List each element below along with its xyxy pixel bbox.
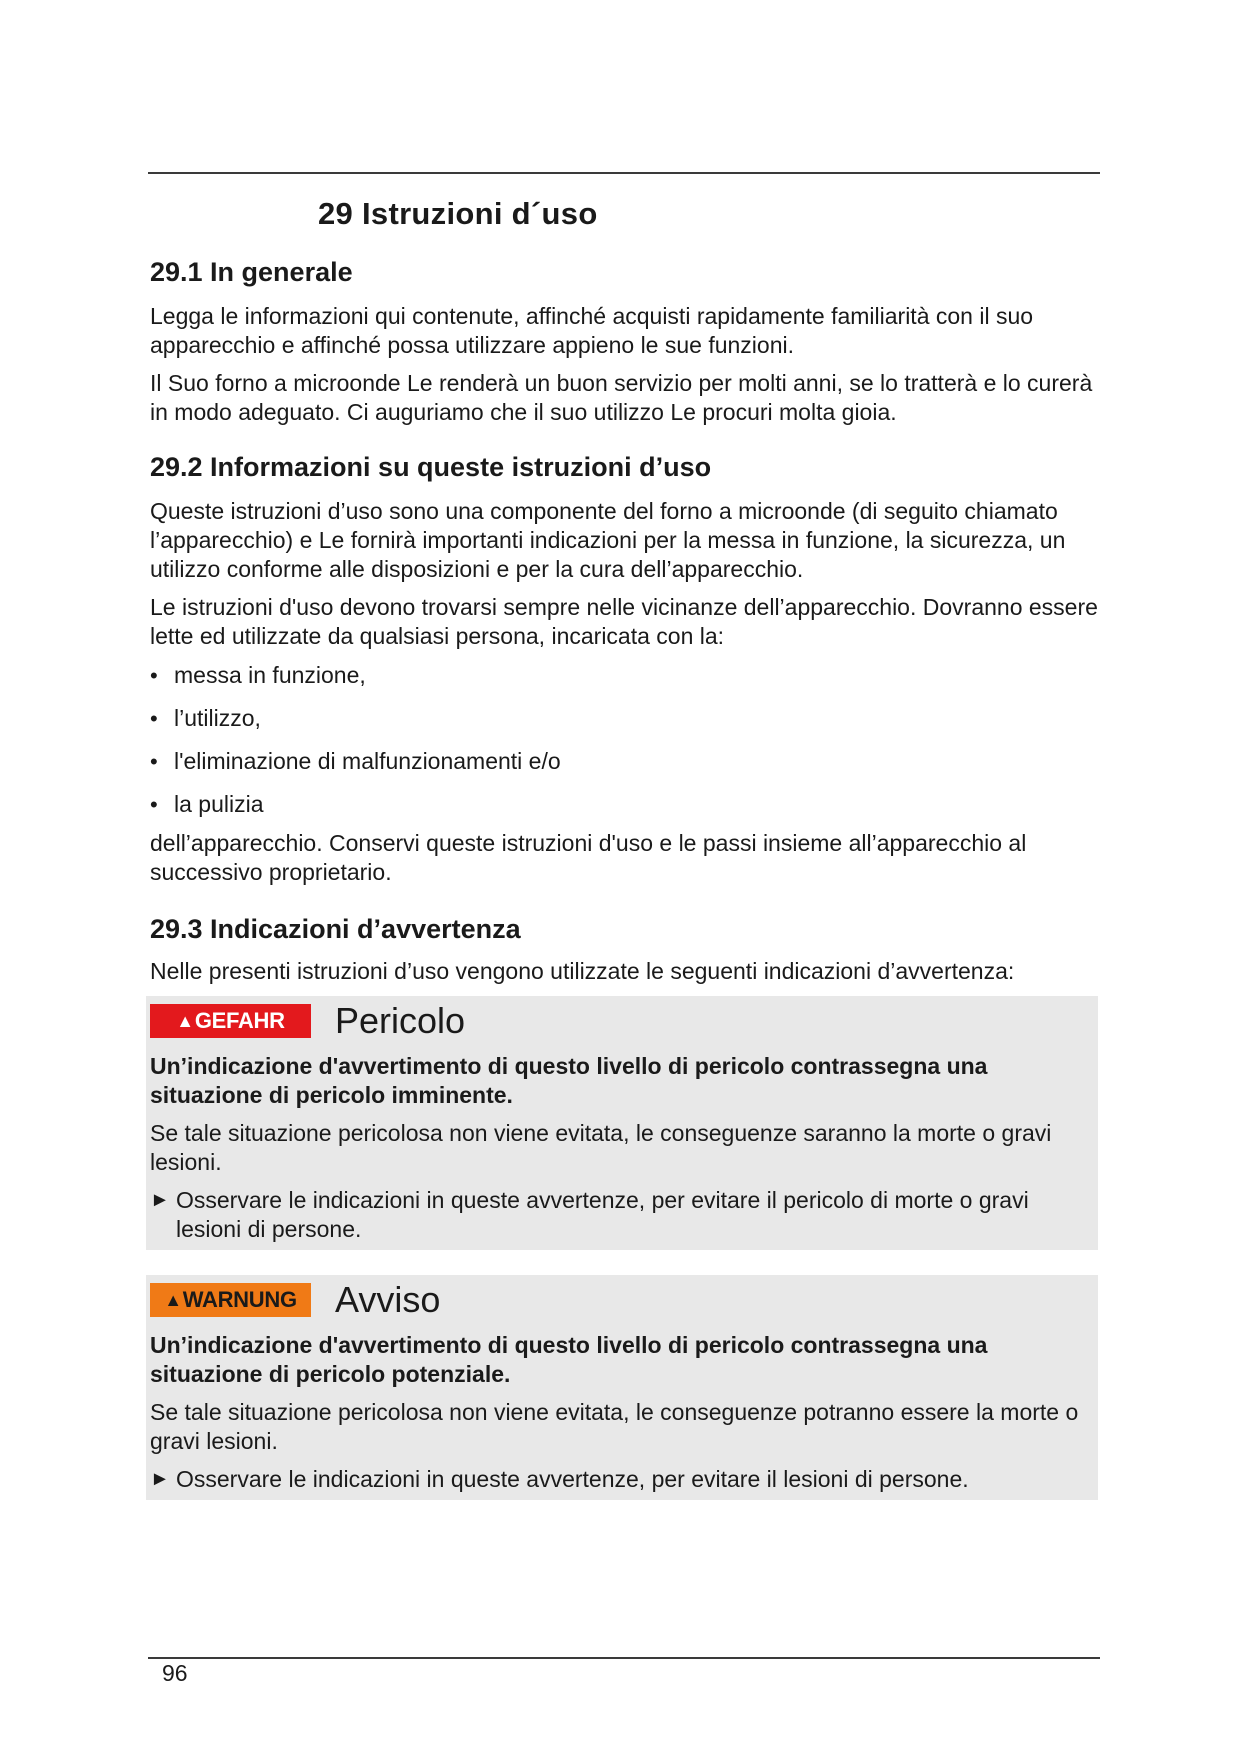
warning-box-danger — [146, 996, 1098, 1250]
paragraph: Nelle presenti istruzioni d’uso vengono utilizzate le seguenti indicazioni d’avvertenza: — [150, 958, 1015, 984]
chapter-title: 29 Istruzioni d´uso — [318, 196, 598, 231]
warning-header — [150, 996, 1094, 1046]
warning-text: Se tale situazione pericolosa non viene evitata, le conseguenze potranno essere la morte o gravi lesioni. — [150, 1399, 1079, 1454]
paragraph: Legga le informazioni qui contenute, affinché acquisti rapidamente familiarità con il suo apparecchio e affinché possa utilizzare appieno le sue funzioni. — [150, 303, 1034, 358]
list-item-text: la pulizia — [174, 791, 264, 817]
list-item — [150, 790, 1100, 833]
warning-title: Avviso — [335, 1279, 441, 1320]
warning-lead: Un’indicazione d'avvertimento di questo livello di pericolo contrassegna una situazione di pericolo potenziale. — [150, 1332, 988, 1387]
section-title-general: 29.1 In generale — [150, 257, 353, 287]
badge-label: WARNUNG — [182, 1287, 297, 1312]
list-item — [150, 747, 1100, 790]
list-item-text: l'eliminazione di malfunzionamenti e/o — [174, 748, 561, 774]
header-rule — [148, 172, 1100, 174]
bullet-icon: • — [150, 663, 158, 688]
bullet-icon: • — [150, 792, 158, 817]
warning-action-text: Osservare le indicazioni in queste avvertenze, per evitare il pericolo di morte o gravi lesioni di persone. — [176, 1187, 1029, 1242]
warning-text: Se tale situazione pericolosa non viene evitata, le conseguenze saranno la morte o gravi lesioni. — [150, 1120, 1052, 1175]
paragraph: Le istruzioni d'uso devono trovarsi sempre nelle vicinanze dell’apparecchio. Dovranno essere lette ed utilizzate da qualsiasi persona, incaricata con la: — [150, 594, 1098, 649]
list-item — [150, 704, 1100, 747]
warning-badge — [150, 1283, 311, 1317]
warning-triangle-icon: ▲ — [164, 1289, 182, 1310]
page-number: 96 — [162, 1660, 188, 1686]
footer-rule — [148, 1657, 1100, 1659]
badge-label: GEFAHR — [194, 1008, 285, 1033]
warning-box-warning — [146, 1275, 1098, 1500]
section-title-warnings: 29.3 Indicazioni d’avvertenza — [150, 914, 521, 944]
warning-triangle-icon: ▲ — [176, 1010, 194, 1031]
danger-badge — [150, 1004, 311, 1038]
list-item — [150, 661, 1100, 704]
section-title-about-instructions: 29.2 Informazioni su queste istruzioni d’uso — [150, 452, 712, 482]
bullet-icon: • — [150, 749, 158, 774]
paragraph: Il Suo forno a microonde Le renderà un buon servizio per molti anni, se lo tratterà e lo curerà in modo adeguato. Ci auguriamo che il suo utilizzo Le procuri molta gioia. — [150, 370, 1093, 425]
list-item-text: messa in funzione, — [174, 662, 366, 688]
warning-action — [150, 1186, 1094, 1244]
bullet-list — [150, 661, 1100, 833]
warning-title: Pericolo — [335, 1000, 466, 1041]
list-item-text: l’utilizzo, — [174, 705, 261, 731]
page-content — [150, 254, 1100, 1500]
paragraph: Queste istruzioni d’uso sono una componente del forno a microonde (di seguito chiamato l’apparecchio) e Le fornirà importanti indicazioni per la messa in funzione, la sicurezza, un utilizzo conforme alle disposizioni e per la cura dell’apparecchio. — [150, 498, 1066, 582]
warning-action-text: Osservare le indicazioni in queste avvertenze, per evitare il lesioni di persone. — [176, 1466, 969, 1492]
arrow-right-icon: ► — [150, 1189, 170, 1211]
paragraph: dell’apparecchio. Conservi queste istruzioni d'uso e le passi insieme all’apparecchio al successivo proprietario. — [150, 830, 1027, 885]
warning-action — [150, 1465, 1094, 1494]
arrow-right-icon: ► — [150, 1468, 170, 1490]
warning-header — [150, 1275, 1094, 1325]
bullet-icon: • — [150, 706, 158, 731]
warning-lead: Un’indicazione d'avvertimento di questo livello di pericolo contrassegna una situazione di pericolo imminente. — [150, 1053, 988, 1108]
